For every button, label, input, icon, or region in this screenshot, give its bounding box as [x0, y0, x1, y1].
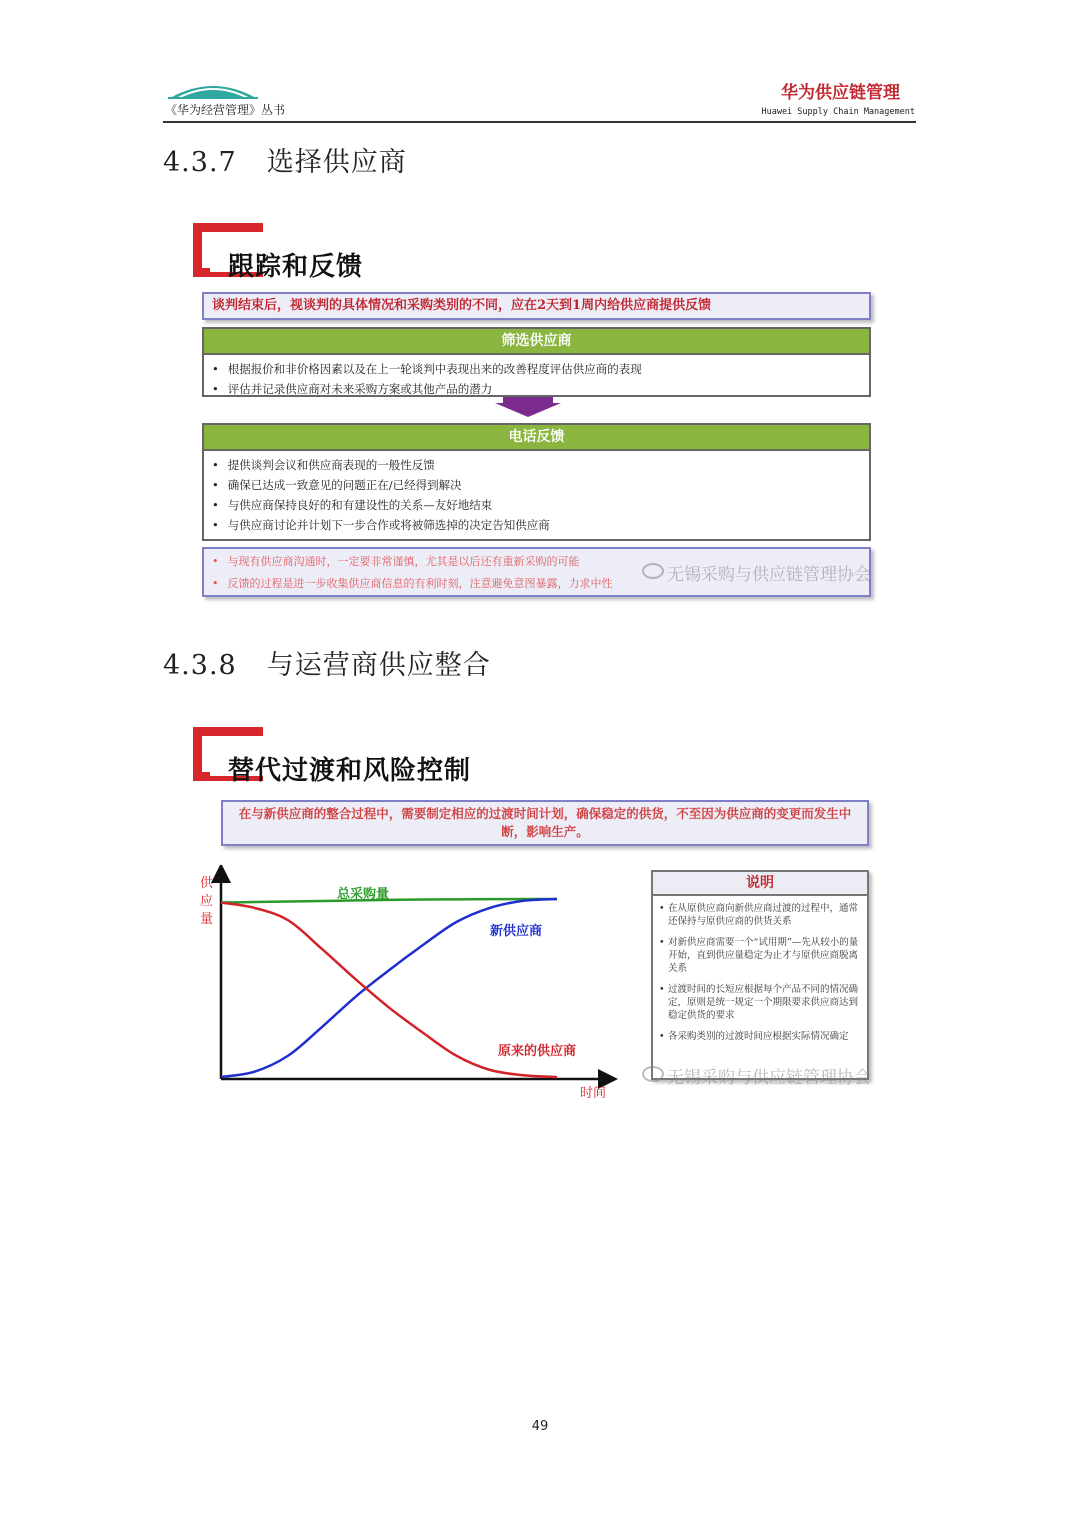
- panel-heading: 电话反馈: [204, 425, 869, 451]
- y-axis-label-2: 应: [200, 894, 214, 909]
- list-item: • 对新供应商需要一个“试用期”—先从较小的量开始，直到供应量稳定为止才与原供应商脱离关系: [659, 936, 861, 975]
- series-label-total: 总采购量: [337, 887, 390, 902]
- down-arrow-icon: [495, 397, 561, 417]
- list-item: • 反馈的过程是进一步收集供应商信息的有利时刻，注意避免意图暴露，力求中性: [212, 573, 869, 595]
- panel-phone-feedback: [202, 423, 871, 541]
- panel-screen-suppliers: [202, 327, 871, 397]
- list-item: • 提供谈判会议和供应商表现的一般性反馈: [212, 455, 869, 475]
- list-item: • 评估并记录供应商对未来采购方案或其他产品的潜力: [212, 379, 869, 399]
- series-label-old: 原来的供应商: [498, 1044, 577, 1059]
- list-item: • 与现有供应商沟通时，一定要非常谨慎，尤其是以后还有重新采购的可能: [212, 551, 869, 573]
- transition-callout: 在与新供应商的整合过程中，需要制定相应的过渡时间计划，确保稳定的供货，不至因为供应商的变更而发生中断，影响生产。: [221, 800, 869, 846]
- y-axis-label-1: 供: [200, 876, 214, 891]
- wechat-icon: [642, 1066, 664, 1082]
- list-item: • 与供应商讨论并计划下一步合作或将被筛选掉的决定告知供应商: [212, 515, 869, 535]
- publisher-logo: [168, 78, 258, 100]
- slide-title-transition: 替代过渡和风险控制: [228, 756, 472, 786]
- section-number: 4.3.8: [163, 650, 237, 681]
- section-title: 与运营商供应整合: [266, 650, 491, 681]
- explanation-box: [651, 870, 869, 1080]
- panel-heading: 筛选供应商: [204, 329, 869, 355]
- list-item: • 确保已达成一致意见的问题正在/已经得到解决: [212, 475, 869, 495]
- list-item: • 各采购类别的过渡时间应根据实际情况确定: [659, 1030, 861, 1043]
- slide-title-feedback: 跟踪和反馈: [228, 252, 364, 282]
- explanation-list: [653, 896, 867, 1043]
- list-item: • 在从原供应商向新供应商过渡的过程中，通常还保持与原供应商的供货关系: [659, 902, 861, 928]
- y-axis-label-3: 量: [200, 912, 214, 927]
- section-heading-437: [163, 140, 407, 179]
- section-heading-438: [163, 643, 491, 682]
- x-axis-label: 时间: [580, 1086, 607, 1101]
- list-item: • 过渡时间的长短应根据每个产品不同的情况确定，原则是统一规定一个期限要求供应商达到稳定供货的要求: [659, 983, 861, 1022]
- section-title: 选择供应商: [266, 147, 407, 178]
- series-label-new: 新供应商: [490, 924, 543, 939]
- section-number: 4.3.7: [163, 147, 237, 178]
- wechat-icon: [642, 563, 664, 579]
- feedback-callout: 谈判结束后，视谈判的具体情况和采购类别的不同，应在2天到1周内给供应商提供反馈: [202, 292, 871, 320]
- book-series-label: 《华为经营管理》丛书: [165, 103, 286, 117]
- bullet-list: [204, 451, 869, 535]
- supply-transition-chart: [190, 865, 630, 1105]
- page-number: 49: [531, 1419, 549, 1434]
- brand-title: 华为供应链管理: [781, 83, 900, 103]
- brand-subtitle: Huawei Supply Chain Management: [761, 107, 915, 117]
- list-item: • 与供应商保持良好的和有建设性的关系—友好地结束: [212, 495, 869, 515]
- watermark-text: 无锡采购与供应链管理协会: [667, 1068, 871, 1088]
- list-item: • 根据报价和非价格因素以及在上一轮谈判中表现出来的改善程度评估供应商的表现: [212, 359, 869, 379]
- watermark-text: 无锡采购与供应链管理协会: [667, 565, 871, 585]
- bullet-list: [204, 355, 869, 399]
- header-divider: [163, 121, 916, 123]
- explanation-heading: 说明: [653, 872, 867, 896]
